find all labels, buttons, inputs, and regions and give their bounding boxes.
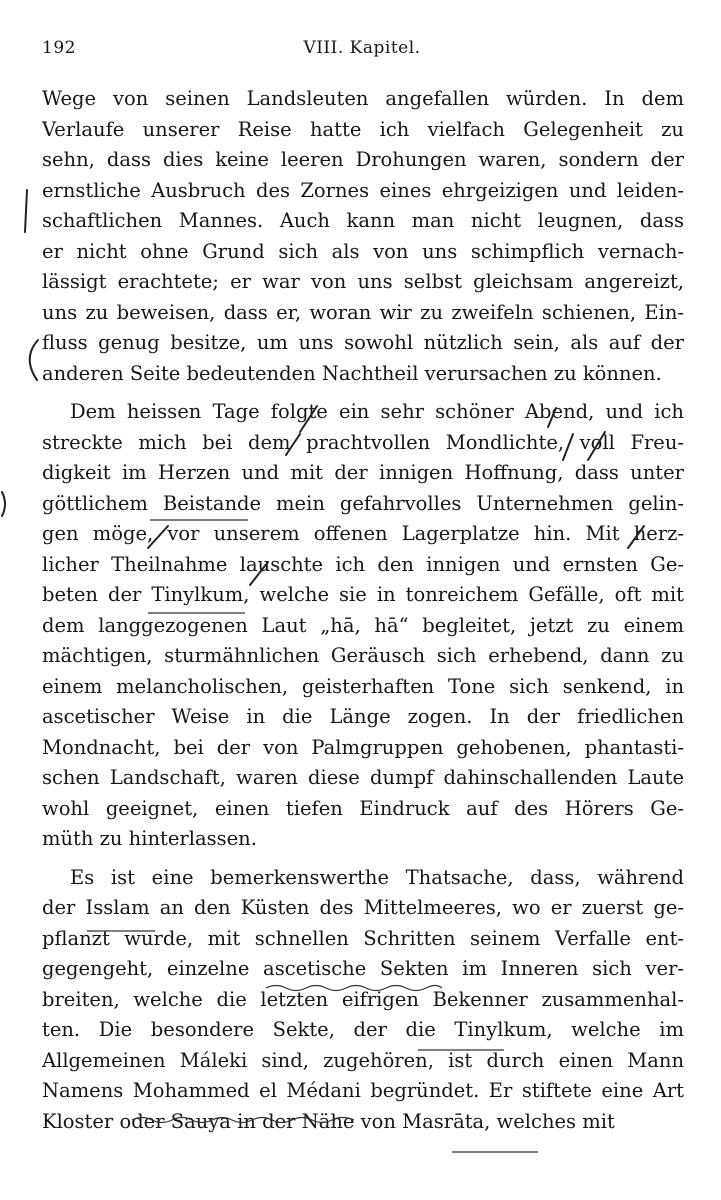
paragraph: [42, 397, 684, 855]
page-header: [42, 38, 682, 62]
text-line: Allgemeinen Máleki sind, zugehören, ist durch einen Mann: [42, 1048, 684, 1072]
text-line: Verlaufe unserer Reise hatte ich vielfach Gelegenheit zu: [42, 117, 684, 141]
text-line: digkeit im Herzen und mit der innigen Hoffnung, dass unter: [42, 461, 684, 484]
text-line: mächtigen, sturmähnlichen Geräusch sich erhebend, dann zu: [42, 644, 684, 667]
paragraph: [42, 863, 684, 1138]
text-line: fluss genug besitze, um uns sowohl nützlich sein, als auf der: [42, 331, 684, 354]
text-line: streckte mich bei dem prachtvollen Mondlichte, voll Freu-: [42, 430, 684, 454]
text-line: Wege von seinen Landsleuten angefallen würden. In dem: [42, 87, 684, 110]
text-line: ten. Die besondere Sekte, der die Tinylkum, welche im: [42, 1018, 684, 1041]
text-line: licher Theilnahme lauschte ich den innigen und ernsten Ge-: [42, 552, 684, 576]
text-line: Dem heissen Tage folgte ein sehr schöner Abend, und ich: [70, 400, 684, 423]
text-line: der Isslam an den Küsten des Mittelmeeres, wo er zuerst ge-: [42, 896, 684, 919]
margin-bracket: [30, 340, 38, 380]
text-line: einem melancholischen, geisterhaften Tone sich senkend, in: [42, 674, 684, 698]
text-line: Es ist eine bemerkenswerthe Thatsache, dass, während: [70, 865, 684, 889]
text-line: gegengeht, einzelne ascetische Sekten im Inneren sich ver-: [42, 957, 684, 980]
text-line: schen Landschaft, waren diese dumpf dahinschallenden Laute: [42, 766, 684, 789]
text-line: sehn, dass dies keine leeren Drohungen waren, sondern der: [42, 148, 684, 171]
text-line: schaftlichen Mannes. Auch kann man nicht leugnen, dass: [42, 209, 684, 232]
text-line: ernstliche Ausbruch des Zornes eines ehrgeizigen und leiden-: [42, 178, 684, 202]
text-line: anderen Seite bedeutenden Nachtheil verursachen zu können.: [42, 361, 662, 385]
text-line: gen möge, vor unserem offenen Lagerplatze hin. Mit herz-: [42, 522, 684, 545]
text-line: Namens Mohammed el Médani begründet. Er stiftete eine Art: [42, 1079, 684, 1102]
text-line: breiten, welche die letzten eifrigen Bekenner zusammenhal-: [42, 987, 684, 1011]
text-line: wohl geeignet, einen tiefen Eindruck auf des Hörers Ge-: [42, 796, 684, 820]
text-line: Mondnacht, bei der von Palmgruppen gehobenen, phantasti-: [42, 735, 684, 759]
body-text: [42, 84, 684, 1137]
margin-stroke: [25, 190, 27, 232]
paragraph: [42, 84, 684, 389]
text-line: göttlichem Beistande mein gefahrvolles Unternehmen gelin-: [42, 491, 684, 515]
text-line: dem langgezogenen Laut „hā, hā“ begleitet, jetzt zu einem: [42, 613, 684, 637]
text-line: pflanzt wurde, mit schnellen Schritten seinem Verfalle ent-: [42, 926, 684, 950]
text-line: Kloster oder Sauya in der Nähe von Masrāta, welches mit: [42, 1109, 615, 1133]
left-edge-mark: [2, 492, 5, 516]
text-line: müth zu hinterlassen.: [42, 827, 257, 850]
running-title: VIII. Kapitel.: [303, 38, 421, 58]
page-number: 192: [42, 38, 76, 58]
text-line: lässigt erachtete; er war von uns selbst gleichsam angereizt,: [42, 270, 684, 293]
text-line: uns zu beweisen, dass er, woran wir zu zweifeln schienen, Ein-: [42, 300, 684, 324]
text-line: beten der Tinylkum, welche sie in tonreichem Gefälle, oft mit: [42, 583, 684, 606]
paragraph-gap: [42, 855, 684, 863]
text-line: ascetischer Weise in die Länge zogen. In der friedlichen: [42, 705, 684, 728]
paragraph-gap: [42, 389, 684, 397]
text-line: er nicht ohne Grund sich als von uns schimpflich vernach-: [42, 239, 684, 263]
